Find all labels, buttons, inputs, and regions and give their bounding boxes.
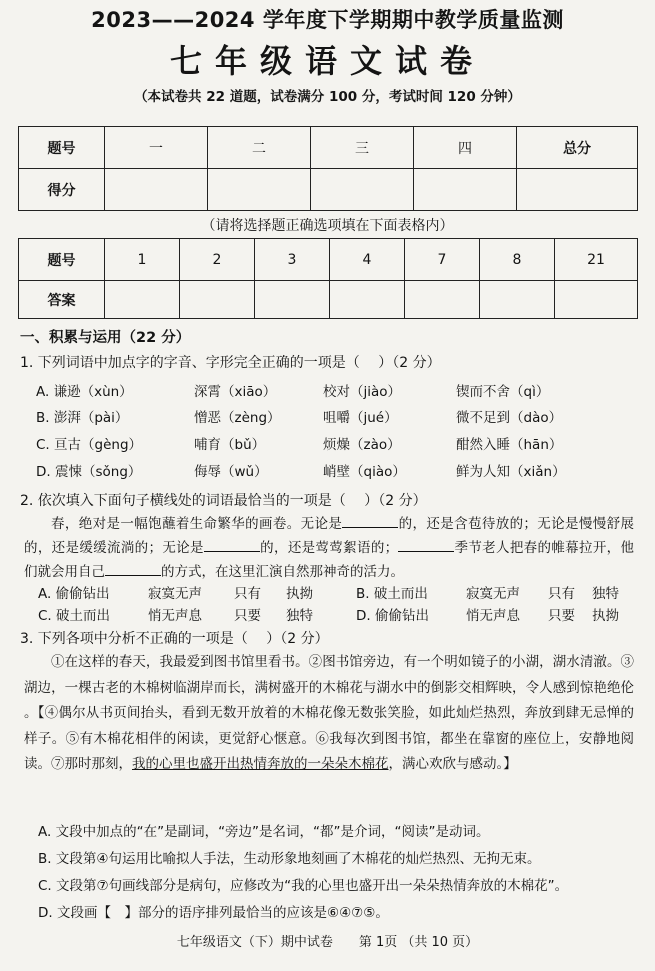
q1-option-item: 校对（jiào） bbox=[323, 384, 402, 400]
answer-table-header: 题号 bbox=[19, 239, 105, 281]
q3-answer-option: C. 文段第⑦句画线部分是病句，应修改为“我的心里也盛开出一朵朵热情奔放的木棉花”。 bbox=[38, 878, 569, 894]
q3-passage bbox=[24, 650, 634, 778]
fill-blank[interactable] bbox=[342, 513, 398, 528]
q1-option-item: A. 谦逊（xùn） bbox=[36, 384, 133, 400]
q2-option-item: 只要 bbox=[234, 608, 261, 624]
q2-text: 春，绝对是一幅饱蘸着生命繁华的画卷。无论是 bbox=[51, 516, 343, 532]
q2-option-item: 寂寞无声 bbox=[466, 586, 520, 602]
answer-table-header: 7 bbox=[405, 239, 480, 281]
q2-option-item: 只要 bbox=[548, 608, 575, 624]
section-heading: 一、积累与运用（22 分） bbox=[20, 330, 191, 346]
answer-cell[interactable] bbox=[255, 281, 330, 319]
answer-table-header: 2 bbox=[180, 239, 255, 281]
score-table-header: 总分 bbox=[517, 127, 638, 169]
answer-cell[interactable] bbox=[330, 281, 405, 319]
q1-option-item: 鲜为人知（xiǎn） bbox=[456, 464, 566, 480]
q1-option-item: 憎恶（zèng） bbox=[194, 410, 281, 426]
score-cell[interactable] bbox=[414, 169, 517, 211]
q2-option-item: 只有 bbox=[234, 586, 261, 602]
answer-cell[interactable] bbox=[105, 281, 180, 319]
q2-option-item: 悄无声息 bbox=[148, 608, 202, 624]
question-3-stem: 3. 下列各项中分析不正确的一项是（ ）（2 分） bbox=[20, 631, 329, 647]
q2-option-item: 执拗 bbox=[286, 586, 313, 602]
q2-text: 的，还是含苞待放的；无论是慢慢舒展的，还是缓缓流淌的；无论是 bbox=[24, 516, 635, 556]
q1-option-item: 微不足到（dào） bbox=[456, 410, 563, 426]
score-cell[interactable] bbox=[208, 169, 311, 211]
q3-passage-text: ，满心欢欣与感动。】 bbox=[388, 756, 517, 772]
q2-option-item: C. 破土而出 bbox=[38, 608, 111, 624]
answer-table bbox=[18, 238, 638, 319]
q1-option-item: 峭壁（qiào） bbox=[323, 464, 406, 480]
q2-option-item: D. 偷偷钻出 bbox=[356, 608, 429, 624]
q3-answer-option: D. 文段画【 】部分的语序排列最恰当的应该是⑥④⑦⑤。 bbox=[38, 905, 389, 921]
q3-underlined-sentence: 我的心里也盛开出热情奔放的一朵朵木棉花 bbox=[132, 756, 389, 772]
fill-blank[interactable] bbox=[105, 561, 161, 576]
q2-option-item: A. 偷偷钻出 bbox=[38, 586, 110, 602]
answer-cell[interactable] bbox=[180, 281, 255, 319]
q2-option-item: 独特 bbox=[592, 586, 619, 602]
q2-option-item: 独特 bbox=[286, 608, 313, 624]
answer-row-label: 答案 bbox=[19, 281, 105, 319]
score-cell[interactable] bbox=[105, 169, 208, 211]
score-table bbox=[18, 126, 638, 211]
q3-passage-text: ①在这样的春天，我最爱到图书馆里看书。②图书馆旁边，有一个明如镜子的小湖，湖水清澈。③湖边，一棵古老的木棉树临湖岸而长，满树盛开的木棉花与湖水中的倒影交相辉映，令人感到惊艳绝伦 。【④偶尔从书页间抬头，看到无数开放着的木棉花像无数张笑脸，如此灿烂热烈，奔放到肆无忌惮的样子。⑤有木棉花相伴的闲读，更觉舒心惬意。⑥我每次到图书馆，都坐在靠窗的座位上，安静地阅读。⑦那时那刻， bbox=[24, 654, 634, 772]
score-cell[interactable] bbox=[311, 169, 414, 211]
answer-table-header: 8 bbox=[480, 239, 555, 281]
q2-text: 季节老人把春的帷幕拉开，他们就会用自己 bbox=[24, 540, 635, 580]
answer-cell[interactable] bbox=[555, 281, 638, 319]
q1-option-item: 酣然入睡（hān） bbox=[456, 437, 563, 453]
q1-option-item: C. 亘古（gèng） bbox=[36, 437, 143, 453]
q1-option-item: 锲而不舍（qì） bbox=[456, 384, 550, 400]
q2-option-item: 悄无声息 bbox=[466, 608, 520, 624]
score-table-header: 二 bbox=[208, 127, 311, 169]
choice-answer-note: （请将选择题正确选项填在下面表格内） bbox=[201, 218, 454, 234]
q1-option-item: D. 震悚（sǒng） bbox=[36, 464, 142, 480]
q1-option-item: 烦燥（zào） bbox=[323, 437, 401, 453]
q2-option-item: 寂寞无声 bbox=[148, 586, 202, 602]
answer-cell[interactable] bbox=[405, 281, 480, 319]
exam-header-title: 2023——2024 学年度下学期期中教学质量监测 bbox=[91, 8, 564, 32]
question-2-stem: 2. 依次填入下面句子横线处的词语最恰当的一项是（ ）（2 分） bbox=[20, 493, 427, 509]
q3-answer-option: B. 文段第④句运用比喻拟人手法，生动形象地刻画了木棉花的灿烂热烈、无拘无束。 bbox=[38, 851, 541, 867]
q3-answer-option: A. 文段中加点的“在”是副词，“旁边”是名词，“都”是介词，“阅读”是动词。 bbox=[38, 824, 490, 840]
score-cell[interactable] bbox=[517, 169, 638, 211]
q2-passage bbox=[24, 512, 634, 584]
q1-option-item: 哺育（bǔ） bbox=[194, 437, 266, 453]
answer-cell[interactable] bbox=[480, 281, 555, 319]
page-footer: 七年级语文（下）期中试卷 第 1页 （共 10 页） bbox=[176, 935, 479, 950]
q2-text: 的，还是莺莺絮语的； bbox=[259, 540, 399, 556]
question-1-stem: 1. 下列词语中加点字的字音、字形完全正确的一项是（ ）（2 分） bbox=[20, 355, 441, 371]
q2-option-item: 执拗 bbox=[592, 608, 619, 624]
answer-table-header: 1 bbox=[105, 239, 180, 281]
score-table-header: 一 bbox=[105, 127, 208, 169]
q1-option-item: B. 澎湃（pài） bbox=[36, 410, 129, 426]
q1-option-item: 侮辱（wǔ） bbox=[194, 464, 268, 480]
fill-blank[interactable] bbox=[204, 537, 260, 552]
q2-text: 的方式，在这里汇演自然那神奇的活力。 bbox=[161, 564, 404, 580]
q2-option-item: B. 破土而出 bbox=[356, 586, 428, 602]
q1-option-item: 深霄（xiāo） bbox=[194, 384, 277, 400]
score-table-header: 三 bbox=[311, 127, 414, 169]
exam-instructions: （本试卷共 22 道题，试卷满分 100 分，考试时间 120 分钟） bbox=[134, 89, 521, 105]
score-table-header: 四 bbox=[414, 127, 517, 169]
q1-option-item: 咀嚼（jué） bbox=[323, 410, 398, 426]
fill-blank[interactable] bbox=[398, 537, 454, 552]
q2-option-item: 只有 bbox=[548, 586, 575, 602]
exam-title: 七年级语文试卷 bbox=[169, 42, 485, 80]
answer-table-header: 4 bbox=[330, 239, 405, 281]
score-table-header: 题号 bbox=[19, 127, 105, 169]
answer-table-header: 3 bbox=[255, 239, 330, 281]
score-row-label: 得分 bbox=[19, 169, 105, 211]
answer-table-header: 21 bbox=[555, 239, 638, 281]
